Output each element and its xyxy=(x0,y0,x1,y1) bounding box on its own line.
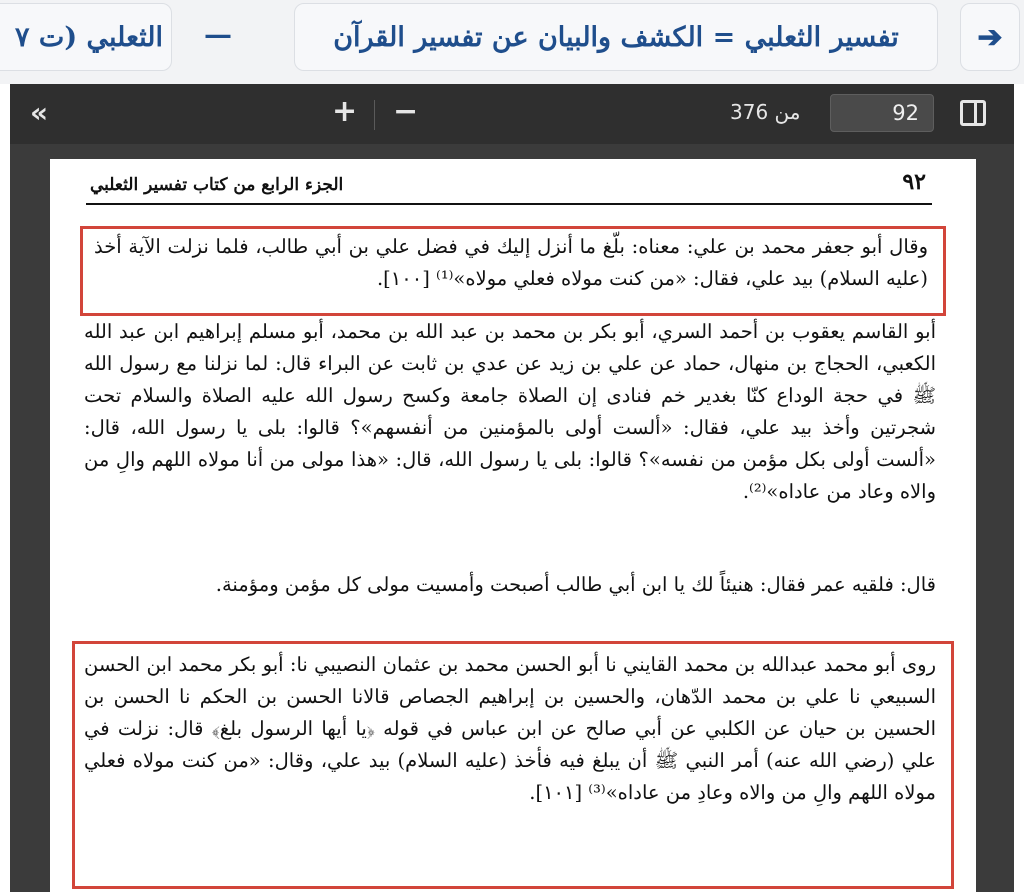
pdf-viewer xyxy=(10,84,1014,892)
running-title: الجزء الرابع من كتاب تفسير الثعلبي xyxy=(90,175,344,195)
top-bar xyxy=(0,0,1024,84)
page-number-input[interactable]: 92 xyxy=(830,94,934,132)
paragraph: أبو القاسم يعقوب بن أحمد السري، أبو بكر بن محمد بن عبد الله بن محمد، أبو مسلم إبراهيم ابن عبد الله الكعبي، الحجاج بن منهال، حماد عن علي بن زيد عن عدي بن ثابت عن البراء قال: لما نزلنا مع رسول الله ﷺ في حجة الوداع كنّا بغدير خم فنادى إن الصلاة جامعة وكسح رسول الله عليه الصلاة والسلام تحت شجرتين وأخذ بيد علي، فقال: «ألست أولى بالمؤمنين من أنفسهم»؟ قالوا: بلى يا رسول الله، قال: «ألست أولى بكل مؤمن من نفسه»؟ قالوا: بلى يا رسول الله، قال: «هذا مولى من أنا مولاه اللهم والِ من والاه وعاد من عاداه»⁽²⁾. xyxy=(84,320,936,503)
document-page xyxy=(50,159,976,892)
page-number: ٩٢ xyxy=(902,169,926,195)
paragraph: قال: فلقيه عمر فقال: هنيئاً لك يا ابن أبي طالب أصبحت وأمسيت مولى كل مؤمن ومؤمنة. xyxy=(215,573,936,596)
total-pages: من 376 xyxy=(730,100,801,124)
viewer-toolbar xyxy=(10,84,1014,144)
zoom-in-button[interactable]: + xyxy=(332,94,358,129)
header-rule xyxy=(86,203,932,205)
paragraph: وقال أبو جعفر محمد بن علي: معناه: بلّغ ما أنزل إليك في فضل علي بن أبي طالب، فلما نزلت الآية أخذ (عليه السلام) بيد علي، فقال: «من كنت مولاه فعلي مولاه»⁽¹⁾ [١٠٠]. xyxy=(94,235,928,290)
arrow-right-icon: ➔ xyxy=(977,19,1003,55)
sidebar-toggle-icon[interactable] xyxy=(960,100,986,126)
author-name: الثعلبي (ت ٧ xyxy=(15,21,163,53)
title-separator: — xyxy=(204,18,232,51)
paragraph: روى أبو محمد عبدالله بن محمد القايني نا أبو الحسن محمد بن عثمان النصيبي نا: أبو بكر محمد ابن الحسن السبيعي نا علي بن محمد الدّهان، والحسين بن إبراهيم الجصاص قالانا الحسن بن الحكم نا الحسن بن الحسين بن حيان عن الكلبي عن أبي صالح عن ابن عباس في قوله ﴿يا أيها الرسول بلغ﴾ قال: نزلت في علي (رضي الله عنه) أمر النبي ﷺ أن يبلغ فيه فأخذ (عليه السلام) بيد علي، وقال: «من كنت مولاه فعلي مولاه اللهم والِ من والاه وعادِ من عاداه»⁽³⁾ [١٠١]. xyxy=(84,653,936,804)
book-title-button[interactable] xyxy=(294,3,938,71)
double-chevron-left-icon[interactable]: « xyxy=(30,96,49,129)
back-button[interactable] xyxy=(960,3,1020,71)
zoom-out-button[interactable]: − xyxy=(393,94,419,129)
author-button[interactable] xyxy=(0,3,172,71)
book-title: تفسير الثعلبي = الكشف والبيان عن تفسير القرآن xyxy=(333,21,899,53)
toolbar-divider xyxy=(374,100,375,130)
